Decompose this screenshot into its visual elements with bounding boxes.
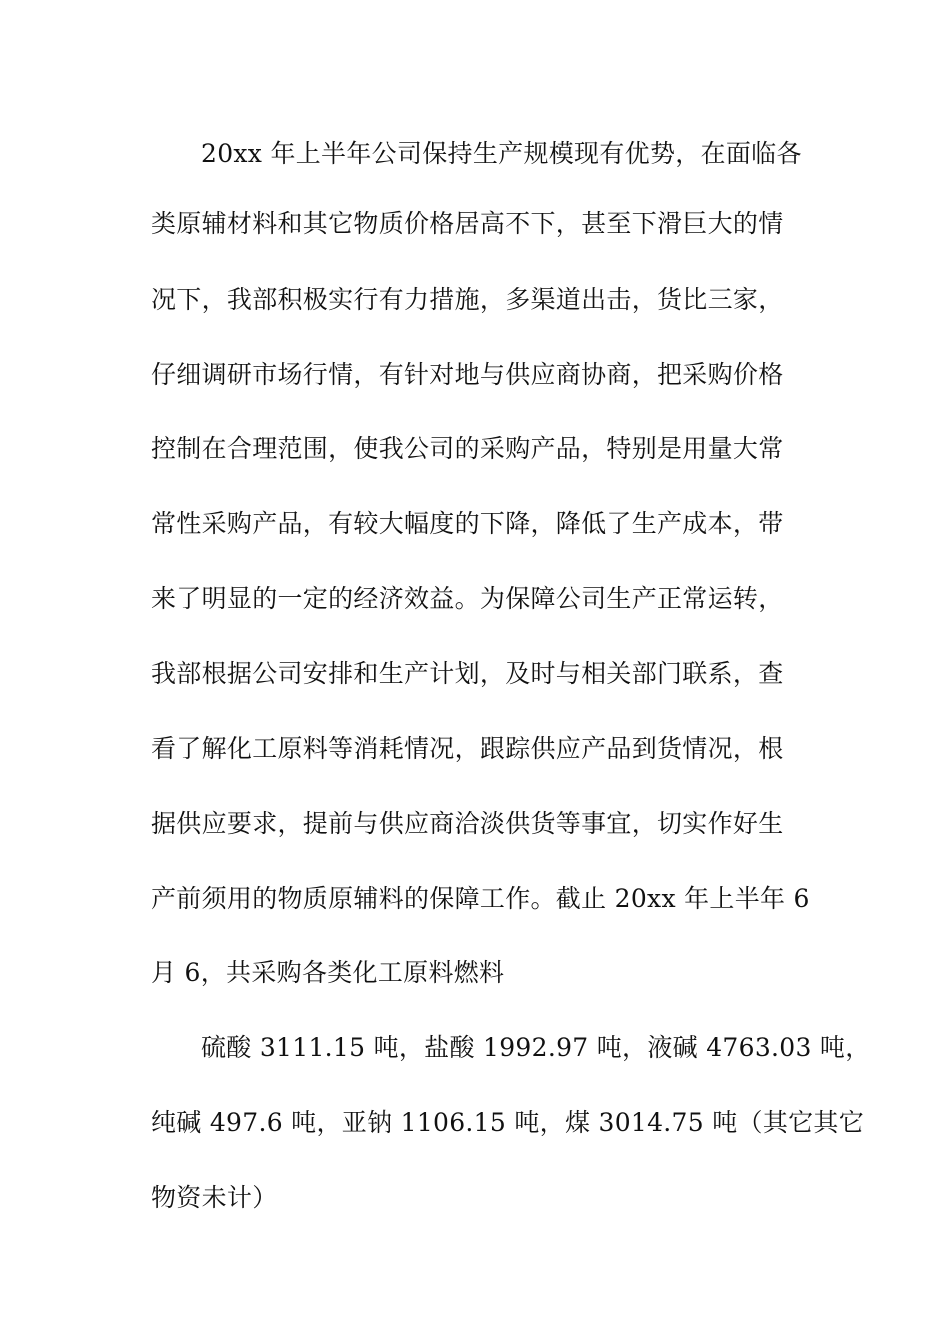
text-line: 产前须用的物质原辅料的保障工作。截止 20xx 年上半年 6: [151, 884, 810, 913]
text-line: 月 6，共采购各类化工原料燃料: [151, 958, 505, 987]
text-line: 控制在合理范围，使我公司的采购产品，特别是用量大常: [151, 434, 784, 463]
text-line: 况下，我部积极实行有力措施，多渠道出击，货比三家，: [151, 285, 784, 314]
text-line: 据供应要求，提前与供应商洽淡供货等事宜，切实作好生: [151, 809, 784, 838]
text-line: 物资未计）: [151, 1183, 278, 1212]
text-line: 我部根据公司安排和生产计划，及时与相关部门联系，查: [151, 659, 784, 688]
text-line: 硫酸 3111.15 吨，盐酸 1992.97 吨，液碱 4763.03 吨，: [201, 1033, 871, 1062]
text-line: 常性采购产品，有较大幅度的下降，降低了生产成本，带: [151, 509, 784, 538]
text-line: 纯碱 497.6 吨，亚钠 1106.15 吨，煤 3014.75 吨（其它其它: [151, 1108, 865, 1137]
text-line: 类原辅材料和其它物质价格居高不下，甚至下滑巨大的情: [151, 209, 784, 238]
text-line: 看了解化工原料等消耗情况，跟踪供应产品到货情况，根: [151, 734, 784, 763]
text-line: 来了明显的一定的经济效益。为保障公司生产正常运转，: [151, 584, 784, 613]
text-line: 20xx 年上半年公司保持生产规模现有优势，在面临各: [201, 139, 802, 168]
text-line: 仔细调研市场行情，有针对地与供应商协商，把采购价格: [151, 360, 784, 389]
